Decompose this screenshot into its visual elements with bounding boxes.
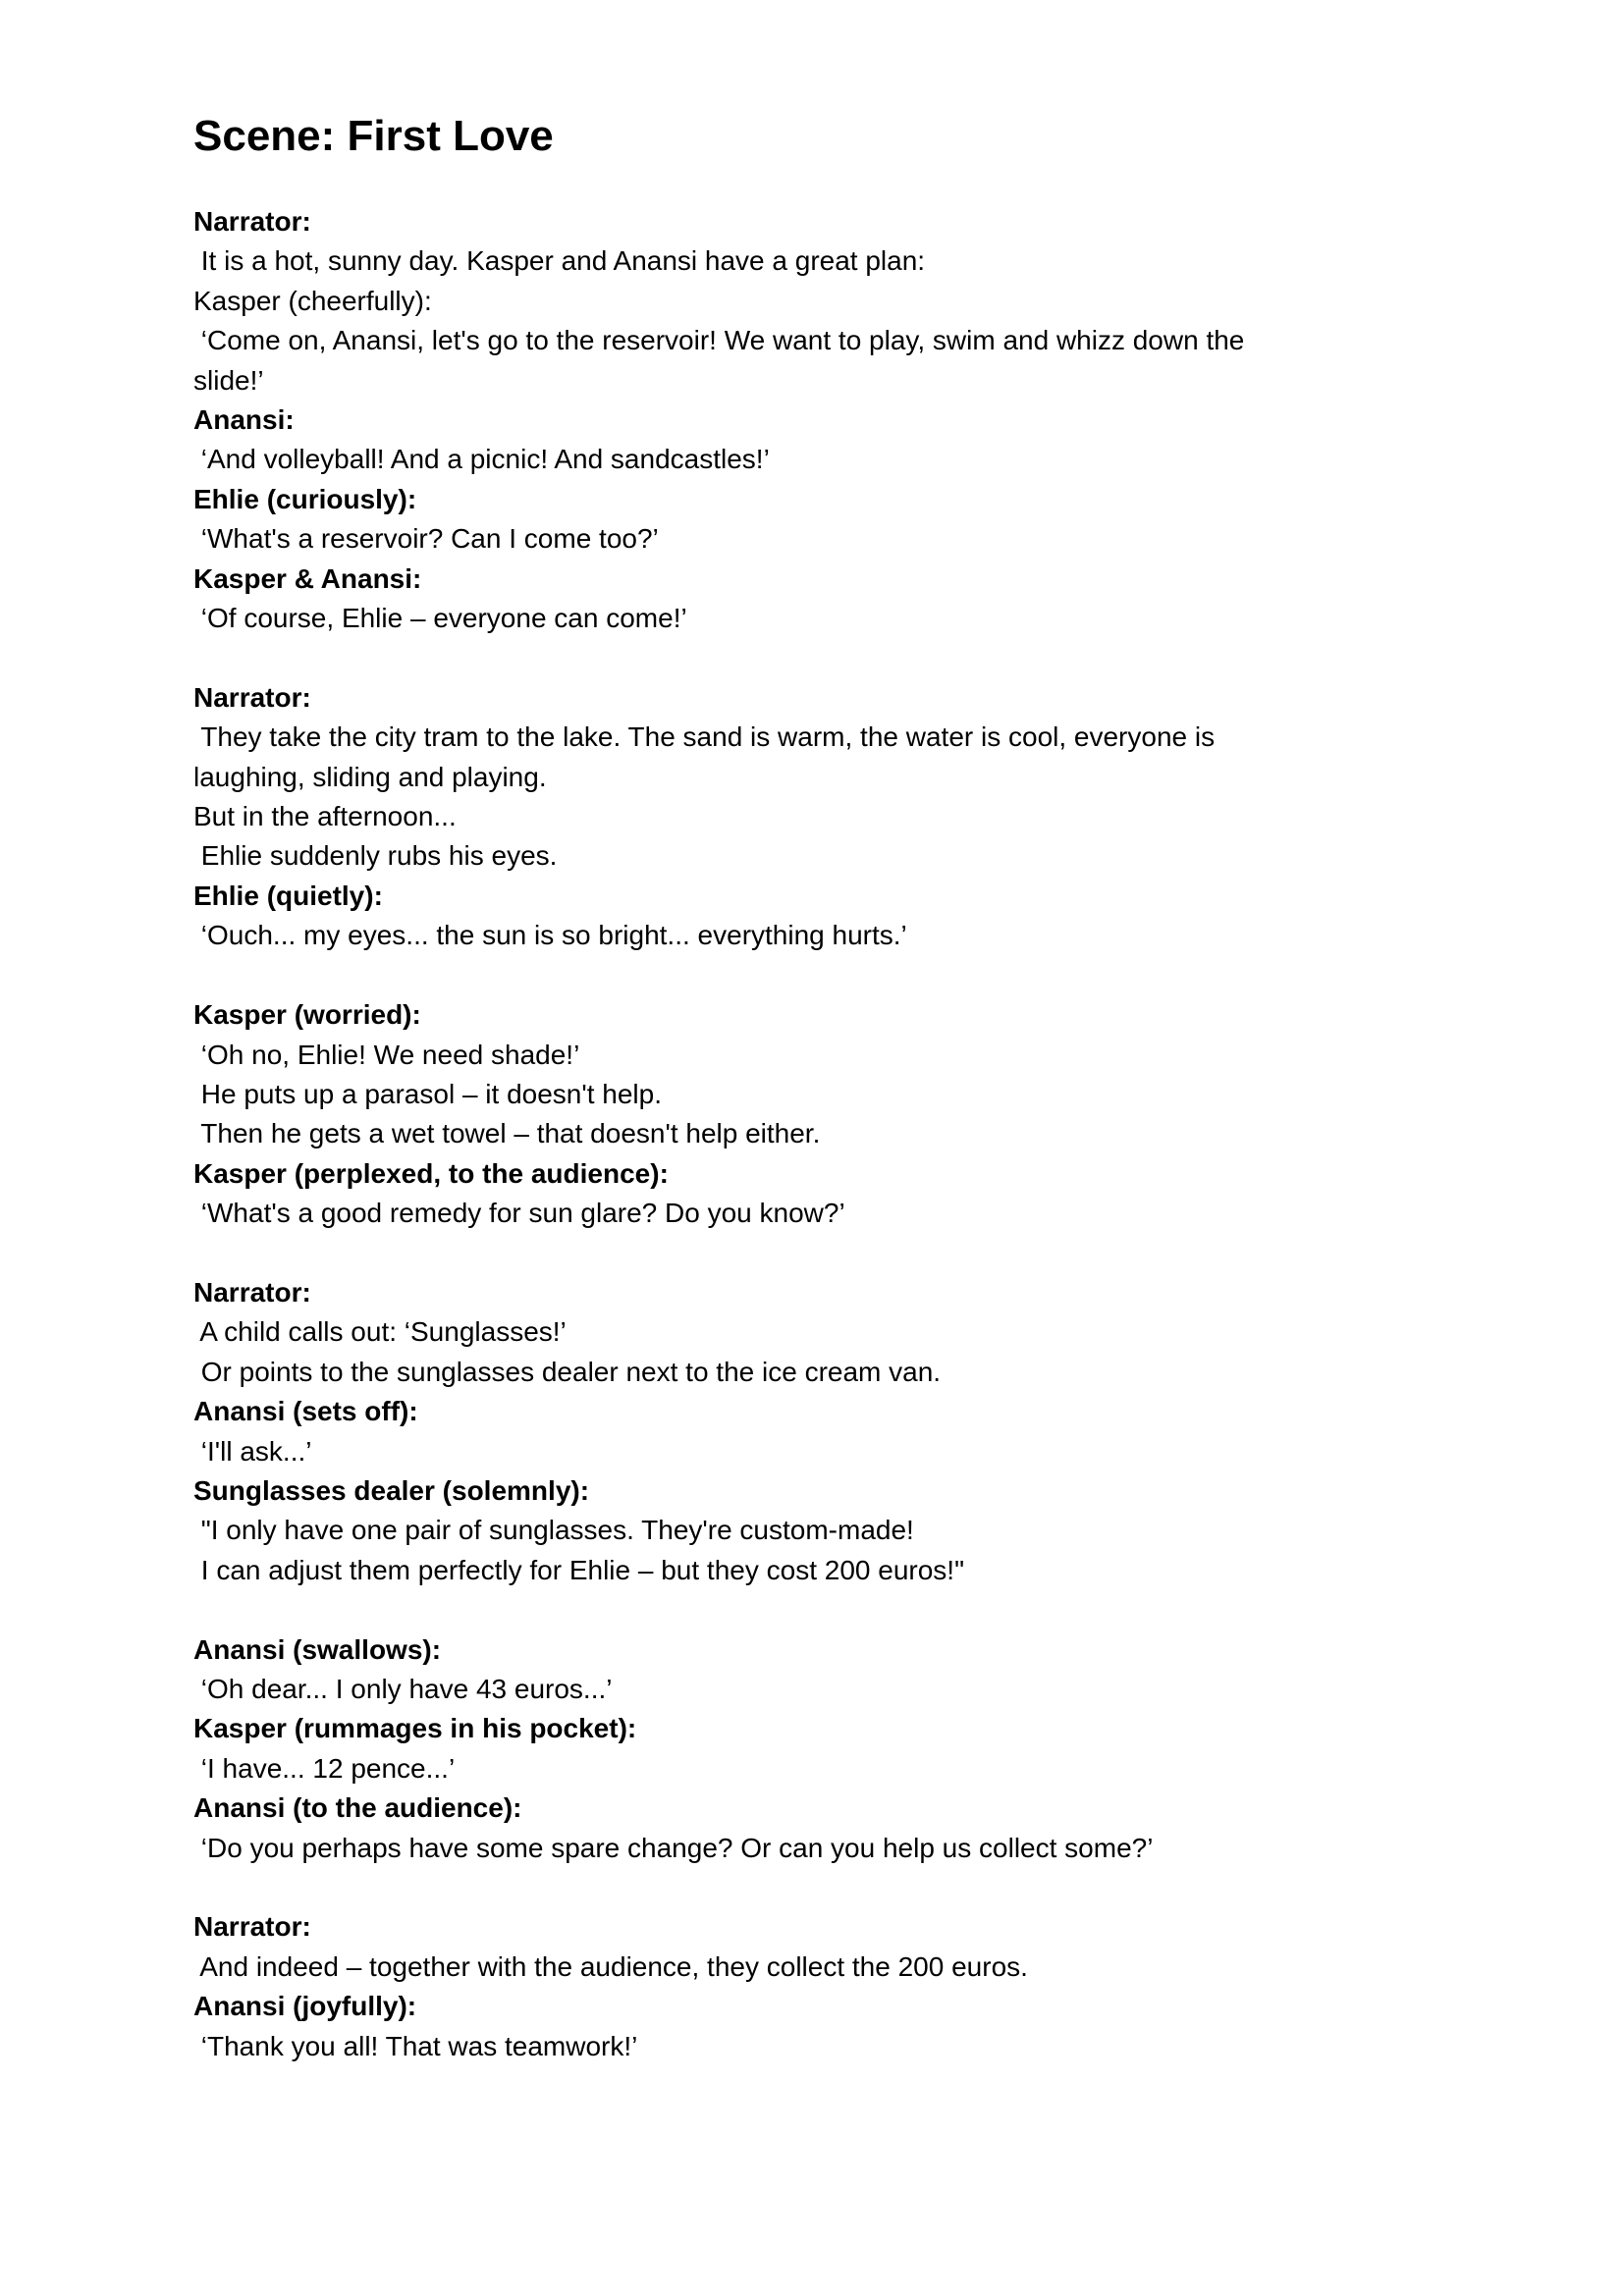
- script-line: I can adjust them perfectly for Ehlie – but they cost 200 euros!": [193, 1554, 965, 1585]
- character-cue: Kasper (perplexed, to the audience):: [193, 1157, 669, 1189]
- character-cue: Anansi:: [193, 404, 295, 436]
- script-line: ‘Oh no, Ehlie! We need shade!’: [193, 1039, 580, 1070]
- script-line: Then he gets a wet towel – that doesn't help either.: [193, 1118, 821, 1149]
- script-section: [193, 1273, 1433, 1590]
- script-line: ‘Of course, Ehlie – everyone can come!’: [193, 603, 687, 634]
- character-cue: Narrator:: [193, 1911, 311, 1943]
- script-line: ‘Thank you all! That was teamwork!’: [193, 2030, 638, 2061]
- character-cue: Narrator:: [193, 1276, 311, 1308]
- script-line: They take the city tram to the lake. The sand is warm, the water is cool, everyone is: [193, 721, 1216, 753]
- script-section: [193, 678, 1433, 956]
- script-line: ‘Ouch... my eyes... the sun is so bright... everything hurts.’: [193, 920, 907, 951]
- document-title: Scene: First Love: [193, 112, 554, 160]
- character-cue: Ehlie (curiously):: [193, 483, 417, 514]
- script-line: "I only have one pair of sunglasses. They're custom-made!: [193, 1515, 914, 1546]
- character-cue: Anansi (to the audience):: [193, 1792, 522, 1824]
- script-line: ‘I have... 12 pence...’: [193, 1752, 456, 1784]
- script-line: ‘Do you perhaps have some spare change? Or can you help us collect some?’: [193, 1832, 1154, 1863]
- script-line: ‘What's a reservoir? Can I come too?’: [193, 523, 659, 555]
- character-cue: Sunglasses dealer (solemnly):: [193, 1474, 590, 1506]
- script-line: ‘I'll ask...’: [193, 1435, 312, 1467]
- script-body: [193, 202, 1433, 2106]
- character-cue: Anansi (swallows):: [193, 1633, 442, 1665]
- character-cue: Kasper & Anansi:: [193, 562, 422, 594]
- character-cue: Narrator:: [193, 681, 311, 713]
- script-line: Kasper (cheerfully):: [193, 285, 432, 316]
- script-line: He puts up a parasol – it doesn't help.: [193, 1078, 662, 1109]
- script-line: A child calls out: ‘Sunglasses!’: [193, 1316, 567, 1348]
- character-cue: Ehlie (quietly):: [193, 880, 383, 911]
- script-line: But in the afternoon...: [193, 801, 457, 832]
- script-line: ‘Come on, Anansi, let's go to the reservoir! We want to play, swim and whizz down the: [193, 325, 1245, 356]
- script-section: [193, 1907, 1433, 2066]
- character-cue: Kasper (rummages in his pocket):: [193, 1713, 637, 1744]
- character-cue: Anansi (sets off):: [193, 1396, 418, 1427]
- script-section: [193, 1630, 1433, 1868]
- script-line: ‘And volleyball! And a picnic! And sandcastles!’: [193, 444, 770, 475]
- script-line: And indeed – together with the audience, they collect the 200 euros.: [193, 1950, 1028, 1982]
- character-cue: Narrator:: [193, 206, 311, 237]
- script-line: slide!’: [193, 364, 264, 396]
- character-cue: Anansi (joyfully):: [193, 1991, 417, 2022]
- script-line: Or points to the sunglasses dealer next to the ice cream van.: [193, 1356, 942, 1387]
- character-cue: Kasper (worried):: [193, 999, 421, 1031]
- script-line: Ehlie suddenly rubs his eyes.: [193, 840, 558, 872]
- script-line: laughing, sliding and playing.: [193, 761, 547, 792]
- script-line: It is a hot, sunny day. Kasper and Anansi have a great plan:: [193, 245, 926, 277]
- script-section: [193, 202, 1433, 638]
- script-line: ‘What's a good remedy for sun glare? Do you know?’: [193, 1198, 845, 1229]
- script-line: ‘Oh dear... I only have 43 euros...’: [193, 1673, 613, 1704]
- script-section: [193, 995, 1433, 1233]
